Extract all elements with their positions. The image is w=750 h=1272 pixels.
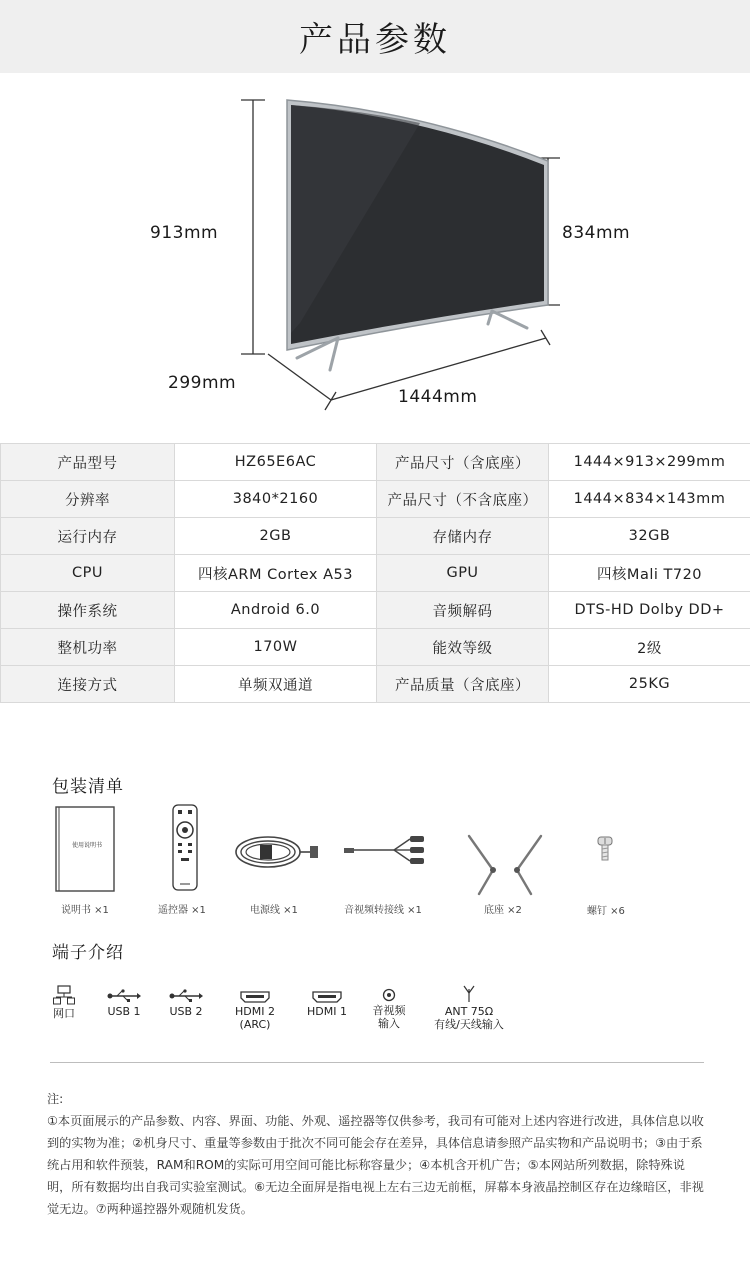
remote-icon xyxy=(170,804,200,892)
spec-row xyxy=(1,518,750,555)
spec-value: 单频双通道 xyxy=(175,666,377,703)
av-input-icon xyxy=(382,988,396,1002)
spec-row xyxy=(1,444,750,481)
spec-value: DTS-HD Dolby DD+ xyxy=(549,592,750,629)
notes xyxy=(47,1088,707,1220)
av-cable-icon xyxy=(342,834,428,868)
port-hdmi-1 xyxy=(300,991,354,1018)
port-antenna xyxy=(424,985,514,1031)
spec-value: 170W xyxy=(175,629,377,666)
port-sublabel: (ARC) xyxy=(239,1018,271,1031)
height-total-dimension-line xyxy=(241,100,265,354)
spec-value: Android 6.0 xyxy=(175,592,377,629)
spec-row xyxy=(1,629,750,666)
port-label: HDMI 1 xyxy=(307,1005,347,1018)
port-usb-2 xyxy=(162,989,210,1018)
spec-value: 2级 xyxy=(549,629,750,666)
package-item-label: 遥控器 ×1 xyxy=(158,905,206,916)
spec-row xyxy=(1,555,750,592)
hdmi-icon xyxy=(312,991,342,1003)
spec-label: 音频解码 xyxy=(377,592,549,629)
page-header xyxy=(0,0,750,73)
port-label: 网口 xyxy=(53,1007,75,1020)
spec-value: 四核ARM Cortex A53 xyxy=(175,555,377,592)
spec-value: 1444×913×299mm xyxy=(549,444,750,481)
spec-row xyxy=(1,481,750,518)
tv-illustration xyxy=(0,73,750,443)
port-sublabel: 有线/天线输入 xyxy=(434,1018,504,1031)
spec-value: 2GB xyxy=(175,518,377,555)
spec-table xyxy=(0,443,750,703)
power-cord-icon xyxy=(232,830,322,874)
spec-value: 1444×834×143mm xyxy=(549,481,750,518)
package-item-label: 螺钉 ×6 xyxy=(587,906,625,917)
port-av-input xyxy=(366,988,412,1030)
port-hdmi-2 xyxy=(228,991,282,1031)
spec-value: 32GB xyxy=(549,518,750,555)
spec-label: 产品型号 xyxy=(1,444,175,481)
port-label: ANT 75Ω xyxy=(444,1005,494,1018)
spec-label: CPU xyxy=(1,555,175,592)
page-title: 产品参数 xyxy=(299,20,451,60)
spec-label: 产品尺寸（含底座） xyxy=(377,444,549,481)
port-label: HDMI 2 xyxy=(235,1005,275,1018)
package-item-label: 说明书 ×1 xyxy=(61,905,109,916)
port-label: USB 1 xyxy=(107,1005,141,1018)
spec-row xyxy=(1,666,750,703)
height-total-label: 913mm xyxy=(150,223,219,243)
notes-body: ①本页面展示的产品参数、内容、界面、功能、外观、遥控器等仅供参考，我司有可能对上述内容进行改进，具体信息以收到的实物为准；②机身尺寸、重量等参数由于批次不同可能会存在差异，具体信息请参照产品实物和产品说明书；③由于系统占用和软件预装，RAM和ROM的实际可用空间可能比标称容量少；④本机含开机广告；⑤本网站所列数据，除特殊说明，所有数据均出自我司实验室测试。⑥无边全面屏是指电视上左右三边无前框，屏幕本身液晶控制区存在边缘暗区，非视觉无边。⑦两种遥控器外观随机发货。 xyxy=(47,1114,704,1216)
hdmi-icon xyxy=(240,991,270,1003)
package-list xyxy=(0,804,750,917)
manual-cover-text: 使用说明书 xyxy=(71,842,102,849)
spec-label: 产品质量（含底座） xyxy=(377,666,549,703)
screw-icon xyxy=(596,836,614,862)
spec-label: 运行内存 xyxy=(1,518,175,555)
section-divider xyxy=(50,1062,704,1063)
port-sublabel: 输入 xyxy=(378,1017,400,1030)
spec-label: 操作系统 xyxy=(1,592,175,629)
port-label: USB 2 xyxy=(169,1005,203,1018)
notes-title: 注: xyxy=(47,1092,64,1106)
spec-value: 四核Mali T720 xyxy=(549,555,750,592)
right-stand xyxy=(488,311,527,328)
spec-value: 3840*2160 xyxy=(175,481,377,518)
depth-label: 299mm xyxy=(168,373,237,393)
port-ethernet xyxy=(42,985,86,1020)
spec-label: 能效等级 xyxy=(377,629,549,666)
height-panel-label: 834mm xyxy=(562,223,631,243)
usb-icon xyxy=(107,989,141,1003)
port-label: 音视频 xyxy=(372,1004,406,1017)
package-item-label: 底座 ×2 xyxy=(484,905,522,916)
ports-section-title: 端子介绍 xyxy=(52,943,124,963)
spec-label: 产品尺寸（不含底座） xyxy=(377,481,549,518)
package-item-label: 电源线 ×1 xyxy=(250,905,298,916)
tv-dimension-diagram xyxy=(0,73,750,443)
spec-label: 分辨率 xyxy=(1,481,175,518)
spec-label: 连接方式 xyxy=(1,666,175,703)
usb-icon xyxy=(169,989,203,1003)
package-item-label: 音视频转接线 ×1 xyxy=(344,905,422,916)
port-usb-1 xyxy=(100,989,148,1018)
spec-row xyxy=(1,592,750,629)
depth-dimension-line xyxy=(268,354,336,410)
manual-icon xyxy=(55,804,117,892)
antenna-icon xyxy=(462,985,476,1003)
ports-list xyxy=(0,985,750,1045)
spec-value: 25KG xyxy=(549,666,750,703)
stand-icon xyxy=(467,834,543,896)
spec-label: 存储内存 xyxy=(377,518,549,555)
package-section-title: 包装清单 xyxy=(52,777,124,797)
spec-value: HZ65E6AC xyxy=(175,444,377,481)
width-label: 1444mm xyxy=(398,387,478,407)
spec-label: GPU xyxy=(377,555,549,592)
ethernet-icon xyxy=(53,985,75,1005)
spec-label: 整机功率 xyxy=(1,629,175,666)
